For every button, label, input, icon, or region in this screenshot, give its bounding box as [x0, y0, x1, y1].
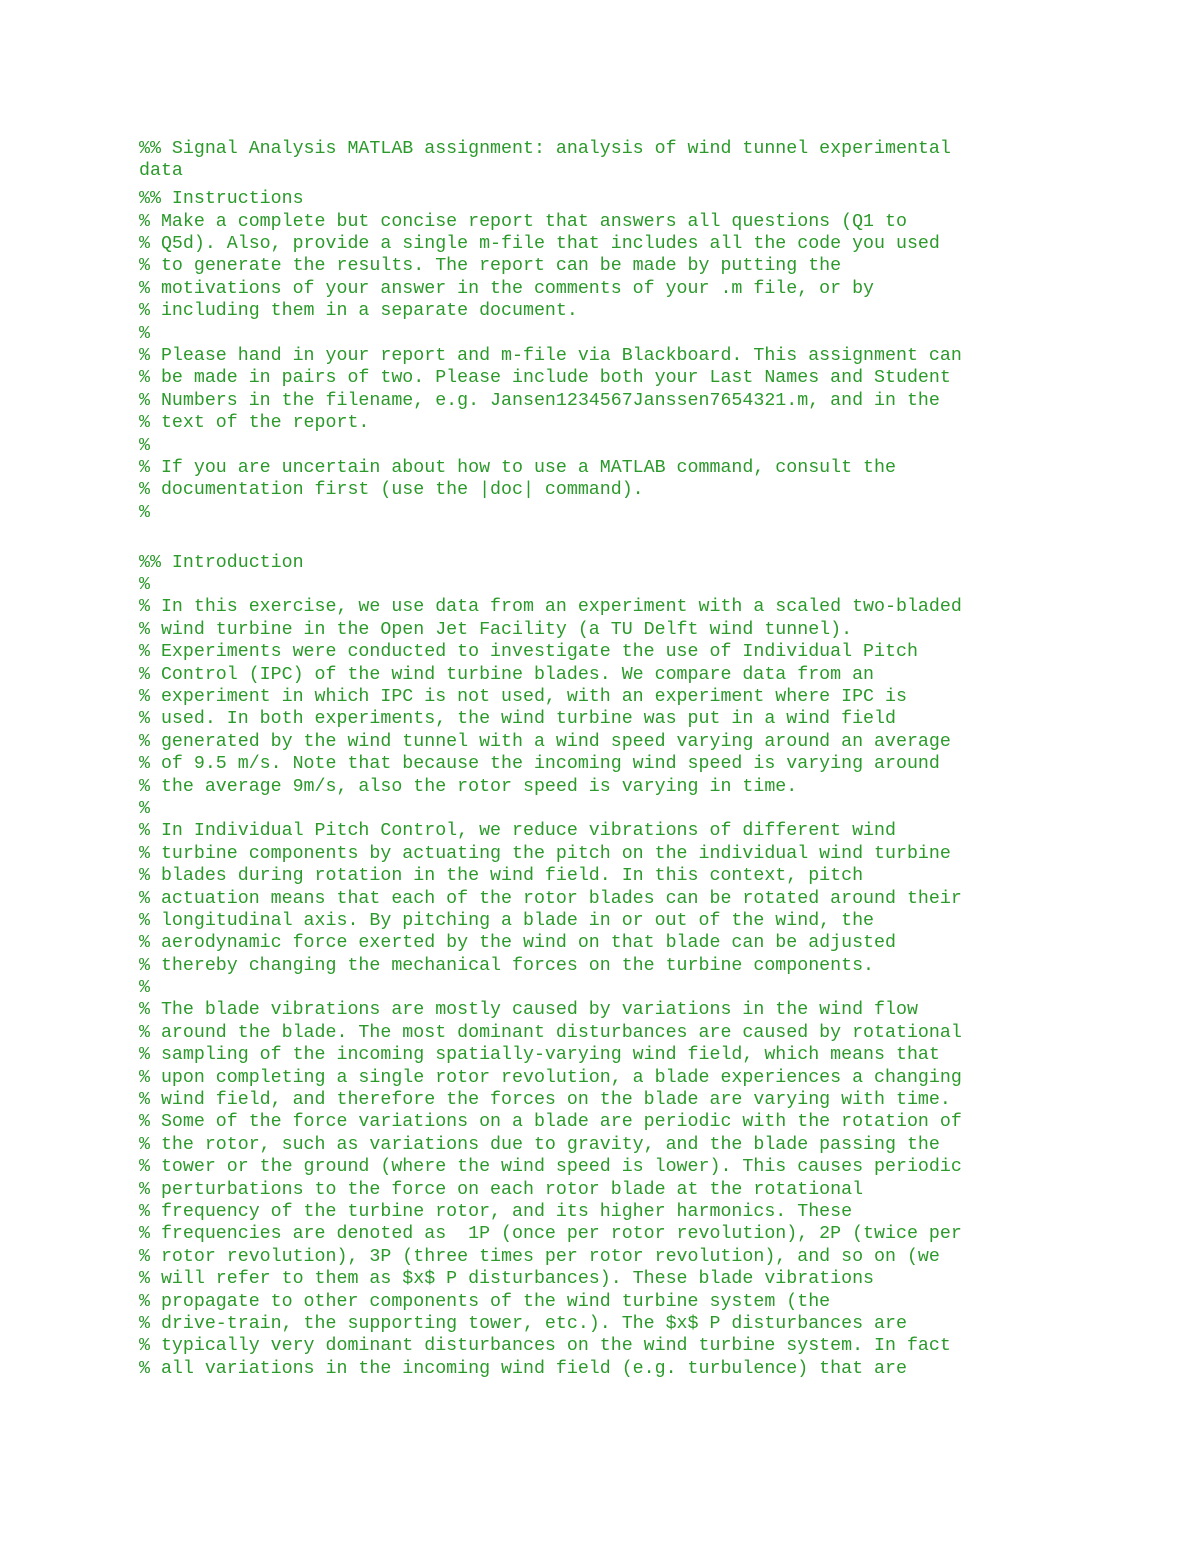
comment-line: % blades during rotation in the wind field. In this context, pitch: [139, 866, 864, 887]
comment-line: % sampling of the incoming spatially-varying wind field, which means that: [139, 1045, 940, 1066]
comment-line: %: [139, 435, 150, 456]
comment-line: % Q5d). Also, provide a single m-file that includes all the code you used: [139, 234, 940, 255]
comment-line: %: [139, 978, 150, 999]
comment-line: % text of the report.: [139, 413, 370, 434]
comment-line: % of 9.5 m/s. Note that because the incoming wind speed is varying around: [139, 754, 940, 775]
comment-line: % frequencies are denoted as 1P (once per rotor revolution), 2P (twice per: [139, 1224, 962, 1245]
comment-line: % Experiments were conducted to investigate the use of Individual Pitch: [139, 642, 918, 663]
comment-line: %: [139, 323, 150, 344]
comment-line: % Some of the force variations on a blade are periodic with the rotation of: [139, 1112, 962, 1133]
comment-line: % Numbers in the filename, e.g. Jansen1234567Janssen7654321.m, and in the: [139, 390, 940, 411]
comment-line: % The blade vibrations are mostly caused by variations in the wind flow: [139, 1000, 918, 1021]
comment-line: % to generate the results. The report can be made by putting the: [139, 256, 842, 277]
comment-line: % motivations of your answer in the comments of your .m file, or by: [139, 278, 875, 299]
comment-line: % actuation means that each of the rotor blades can be rotated around their: [139, 888, 962, 909]
comment-line: [139, 1380, 1139, 1402]
comment-line: % propagate to other components of the wind turbine system (the: [139, 1291, 831, 1312]
spacer: [139, 524, 1139, 552]
comment-line: % thereby changing the mechanical forces on the turbine components.: [139, 955, 875, 976]
comment-line: % rotor revolution), 3P (three times per rotor revolution), and so on (we: [139, 1246, 940, 1267]
comment-line: % perturbations to the force on each rotor blade at the rotational: [139, 1179, 864, 1200]
comment-line: % In Individual Pitch Control, we reduce vibrations of different wind: [139, 821, 896, 842]
comment-line: % Control (IPC) of the wind turbine blades. We compare data from an: [139, 664, 875, 685]
comment-line: % the average 9m/s, also the rotor speed is varying in time.: [139, 776, 798, 797]
comment-line: % experiment in which IPC is not used, with an experiment where IPC is: [139, 686, 907, 707]
comment-line: %: [139, 575, 150, 596]
title-line-2: data: [139, 161, 183, 182]
title-line-1: %% Signal Analysis MATLAB assignment: analysis of wind tunnel experimental: [139, 139, 951, 159]
comment-line: % frequency of the turbine rotor, and its higher harmonics. These: [139, 1201, 853, 1222]
comment-line: % aerodynamic force exerted by the wind on that blade can be adjusted: [139, 933, 896, 954]
comment-line: % used. In both experiments, the wind turbine was put in a wind field: [139, 709, 896, 730]
comment-line: % all variations in the incoming wind field (e.g. turbulence) that are: [139, 1358, 907, 1379]
section-heading-instructions: %% Instructions: [139, 189, 304, 210]
comment-line: % generated by the wind tunnel with a wind speed varying around an average: [139, 731, 951, 752]
comment-line: % wind turbine in the Open Jet Facility (a TU Delft wind tunnel).: [139, 619, 853, 640]
comment-line: %: [139, 798, 150, 819]
comment-line: % Make a complete but concise report that answers all questions (Q1 to: [139, 211, 907, 232]
comment-line: % including them in a separate document.: [139, 301, 578, 322]
section-heading-introduction: %% Introduction: [139, 552, 304, 573]
comment-line: % the rotor, such as variations due to gravity, and the blade passing the: [139, 1134, 940, 1155]
comment-line: % Please hand in your report and m-file via Blackboard. This assignment can: [139, 346, 962, 367]
comment-line: % turbine components by actuating the pitch on the individual wind turbine: [139, 843, 951, 864]
comment-line: %: [139, 502, 150, 523]
comment-line: % tower or the ground (where the wind speed is lower). This causes periodic: [139, 1157, 962, 1178]
comment-line: % typically very dominant disturbances on the wind turbine system. In fact: [139, 1336, 951, 1357]
comment-line: % upon completing a single rotor revolution, a blade experiences a changing: [139, 1067, 962, 1088]
comment-line: % wind field, and therefore the forces on the blade are varying with time.: [139, 1090, 951, 1111]
comment-line: % around the blade. The most dominant disturbances are caused by rotational: [139, 1022, 962, 1043]
comment-line: % drive-train, the supporting tower, etc.). The $x$ P disturbances are: [139, 1313, 907, 1334]
document-page: [139, 138, 1139, 1402]
comment-line: % documentation first (use the |doc| command).: [139, 480, 644, 501]
comment-line: % longitudinal axis. By pitching a blade in or out of the wind, the: [139, 910, 875, 931]
comment-line: % be made in pairs of two. Please include both your Last Names and Student: [139, 368, 951, 389]
comment-line: % will refer to them as $x$ P disturbances). These blade vibrations: [139, 1269, 875, 1290]
comment-line: % In this exercise, we use data from an experiment with a scaled two-bladed: [139, 597, 962, 618]
comment-line: % If you are uncertain about how to use a MATLAB command, consult the: [139, 457, 896, 478]
